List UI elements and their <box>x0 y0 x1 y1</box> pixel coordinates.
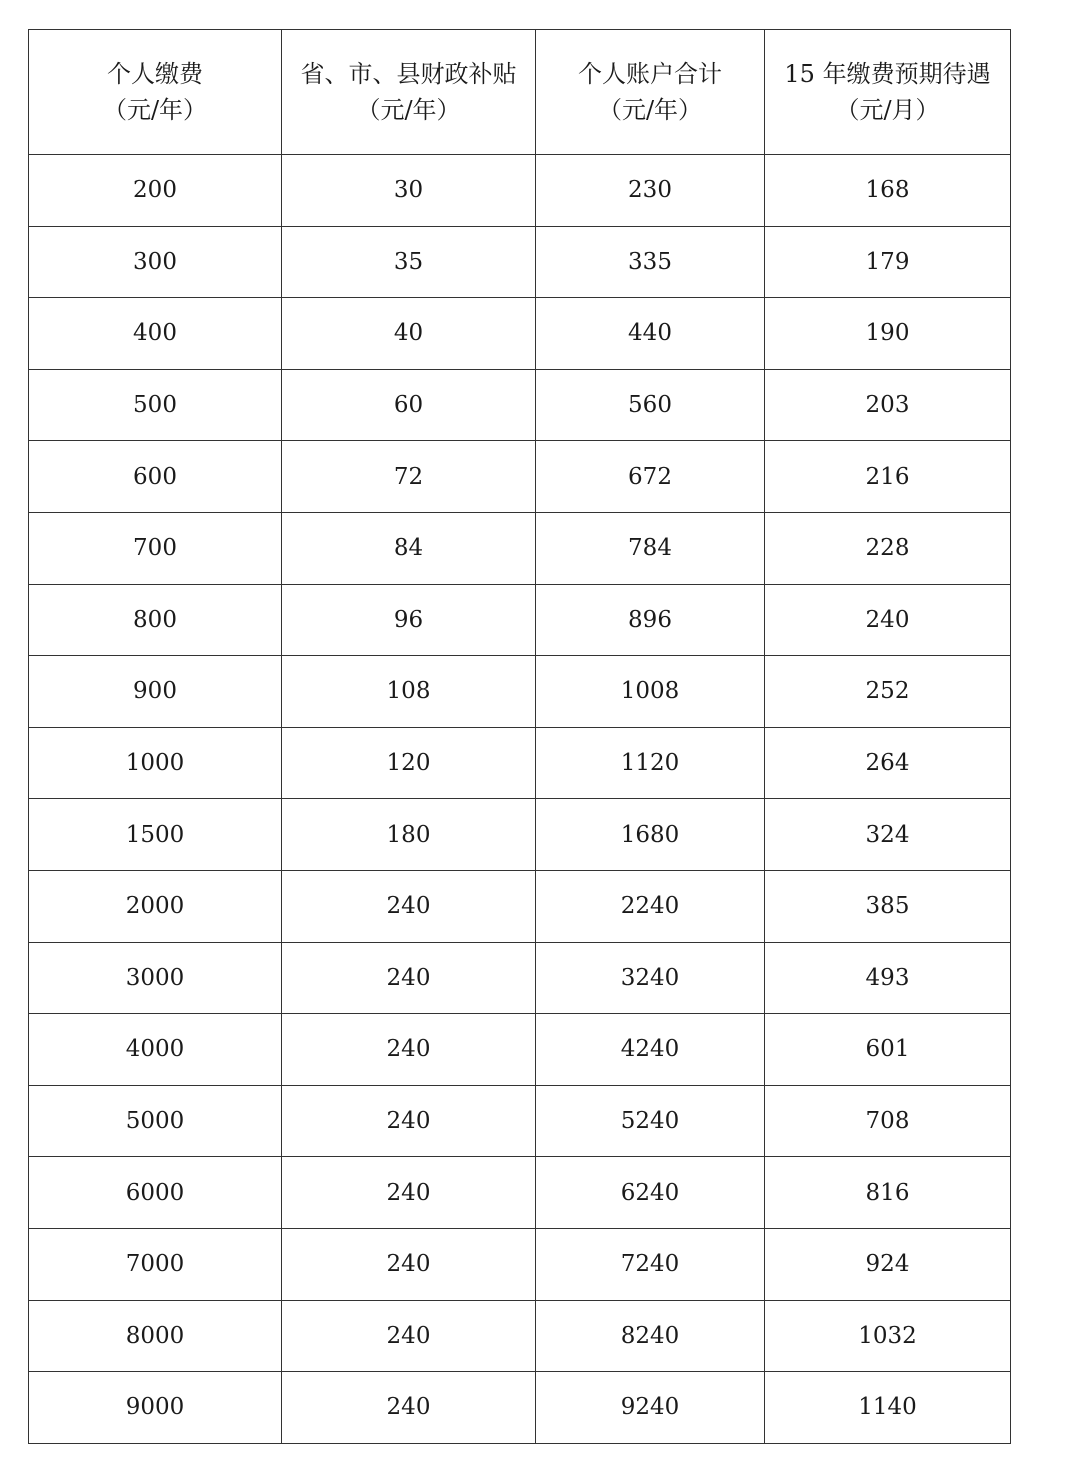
cell-government-subsidy: 240 <box>282 1085 536 1157</box>
cell-government-subsidy: 240 <box>282 1228 536 1300</box>
cell-government-subsidy: 240 <box>282 942 536 1014</box>
table-header <box>29 30 1011 155</box>
cell-government-subsidy: 120 <box>282 727 536 799</box>
cell-account-total: 1120 <box>536 727 765 799</box>
cell-account-total: 6240 <box>536 1157 765 1229</box>
cell-personal-contribution: 9000 <box>29 1372 282 1444</box>
cell-expected-benefit: 601 <box>765 1014 1011 1086</box>
cell-account-total: 560 <box>536 369 765 441</box>
cell-account-total: 2240 <box>536 870 765 942</box>
header-unit: （元/年） <box>356 96 461 124</box>
header-expected-benefit <box>765 30 1011 155</box>
header-row <box>29 30 1011 155</box>
cell-expected-benefit: 240 <box>765 584 1011 656</box>
cell-expected-benefit: 179 <box>765 226 1011 298</box>
cell-account-total: 4240 <box>536 1014 765 1086</box>
cell-personal-contribution: 900 <box>29 656 282 728</box>
table-row <box>29 1372 1011 1444</box>
cell-account-total: 3240 <box>536 942 765 1014</box>
cell-personal-contribution: 8000 <box>29 1300 282 1372</box>
table-row <box>29 727 1011 799</box>
cell-personal-contribution: 300 <box>29 226 282 298</box>
cell-account-total: 672 <box>536 441 765 513</box>
cell-personal-contribution: 400 <box>29 298 282 370</box>
cell-expected-benefit: 252 <box>765 656 1011 728</box>
table-row <box>29 512 1011 584</box>
header-label: 个人账户合计 <box>578 60 722 88</box>
cell-expected-benefit: 1140 <box>765 1372 1011 1444</box>
cell-account-total: 8240 <box>536 1300 765 1372</box>
header-unit: （元/年） <box>597 96 703 124</box>
header-account-total <box>536 30 765 155</box>
header-unit: （元/月） <box>835 96 940 124</box>
table-row <box>29 226 1011 298</box>
cell-account-total: 1680 <box>536 799 765 871</box>
cell-government-subsidy: 60 <box>282 369 536 441</box>
cell-expected-benefit: 816 <box>765 1157 1011 1229</box>
header-label: 15 年缴费预期待遇 <box>784 60 991 88</box>
cell-government-subsidy: 240 <box>282 1014 536 1086</box>
cell-government-subsidy: 40 <box>282 298 536 370</box>
cell-personal-contribution: 7000 <box>29 1228 282 1300</box>
cell-government-subsidy: 108 <box>282 656 536 728</box>
cell-expected-benefit: 216 <box>765 441 1011 513</box>
header-government-subsidy <box>282 30 536 155</box>
cell-personal-contribution: 500 <box>29 369 282 441</box>
header-label: 省、市、县财政补贴 <box>300 60 517 88</box>
cell-account-total: 1008 <box>536 656 765 728</box>
cell-government-subsidy: 240 <box>282 1157 536 1229</box>
cell-expected-benefit: 203 <box>765 369 1011 441</box>
cell-personal-contribution: 700 <box>29 512 282 584</box>
cell-government-subsidy: 240 <box>282 870 536 942</box>
pension-contribution-table-container <box>28 29 1010 1444</box>
header-label: 个人缴费 <box>107 60 203 88</box>
cell-personal-contribution: 1500 <box>29 799 282 871</box>
cell-government-subsidy: 84 <box>282 512 536 584</box>
table-row <box>29 298 1011 370</box>
cell-personal-contribution: 6000 <box>29 1157 282 1229</box>
cell-expected-benefit: 708 <box>765 1085 1011 1157</box>
cell-personal-contribution: 5000 <box>29 1085 282 1157</box>
table-row <box>29 870 1011 942</box>
cell-expected-benefit: 385 <box>765 870 1011 942</box>
cell-account-total: 896 <box>536 584 765 656</box>
table-row <box>29 1300 1011 1372</box>
cell-expected-benefit: 190 <box>765 298 1011 370</box>
table-row <box>29 1157 1011 1229</box>
cell-account-total: 9240 <box>536 1372 765 1444</box>
header-personal-contribution <box>29 30 282 155</box>
cell-government-subsidy: 180 <box>282 799 536 871</box>
cell-expected-benefit: 264 <box>765 727 1011 799</box>
cell-account-total: 784 <box>536 512 765 584</box>
cell-personal-contribution: 3000 <box>29 942 282 1014</box>
cell-expected-benefit: 324 <box>765 799 1011 871</box>
cell-personal-contribution: 200 <box>29 155 282 227</box>
table-row <box>29 942 1011 1014</box>
cell-expected-benefit: 493 <box>765 942 1011 1014</box>
table-row <box>29 799 1011 871</box>
cell-account-total: 230 <box>536 155 765 227</box>
cell-account-total: 7240 <box>536 1228 765 1300</box>
cell-government-subsidy: 96 <box>282 584 536 656</box>
cell-account-total: 335 <box>536 226 765 298</box>
cell-personal-contribution: 2000 <box>29 870 282 942</box>
cell-personal-contribution: 4000 <box>29 1014 282 1086</box>
pension-contribution-table <box>28 29 1011 1444</box>
table-row <box>29 656 1011 728</box>
cell-expected-benefit: 924 <box>765 1228 1011 1300</box>
cell-government-subsidy: 240 <box>282 1300 536 1372</box>
cell-government-subsidy: 30 <box>282 155 536 227</box>
table-row <box>29 1014 1011 1086</box>
table-row <box>29 155 1011 227</box>
table-body <box>29 155 1011 1444</box>
cell-government-subsidy: 240 <box>282 1372 536 1444</box>
table-row <box>29 369 1011 441</box>
cell-account-total: 440 <box>536 298 765 370</box>
cell-expected-benefit: 168 <box>765 155 1011 227</box>
cell-personal-contribution: 1000 <box>29 727 282 799</box>
table-row <box>29 584 1011 656</box>
header-unit: （元/年） <box>102 96 208 124</box>
cell-government-subsidy: 72 <box>282 441 536 513</box>
cell-expected-benefit: 1032 <box>765 1300 1011 1372</box>
table-row <box>29 1085 1011 1157</box>
cell-expected-benefit: 228 <box>765 512 1011 584</box>
cell-personal-contribution: 800 <box>29 584 282 656</box>
cell-personal-contribution: 600 <box>29 441 282 513</box>
cell-government-subsidy: 35 <box>282 226 536 298</box>
cell-account-total: 5240 <box>536 1085 765 1157</box>
table-row <box>29 1228 1011 1300</box>
table-row <box>29 441 1011 513</box>
